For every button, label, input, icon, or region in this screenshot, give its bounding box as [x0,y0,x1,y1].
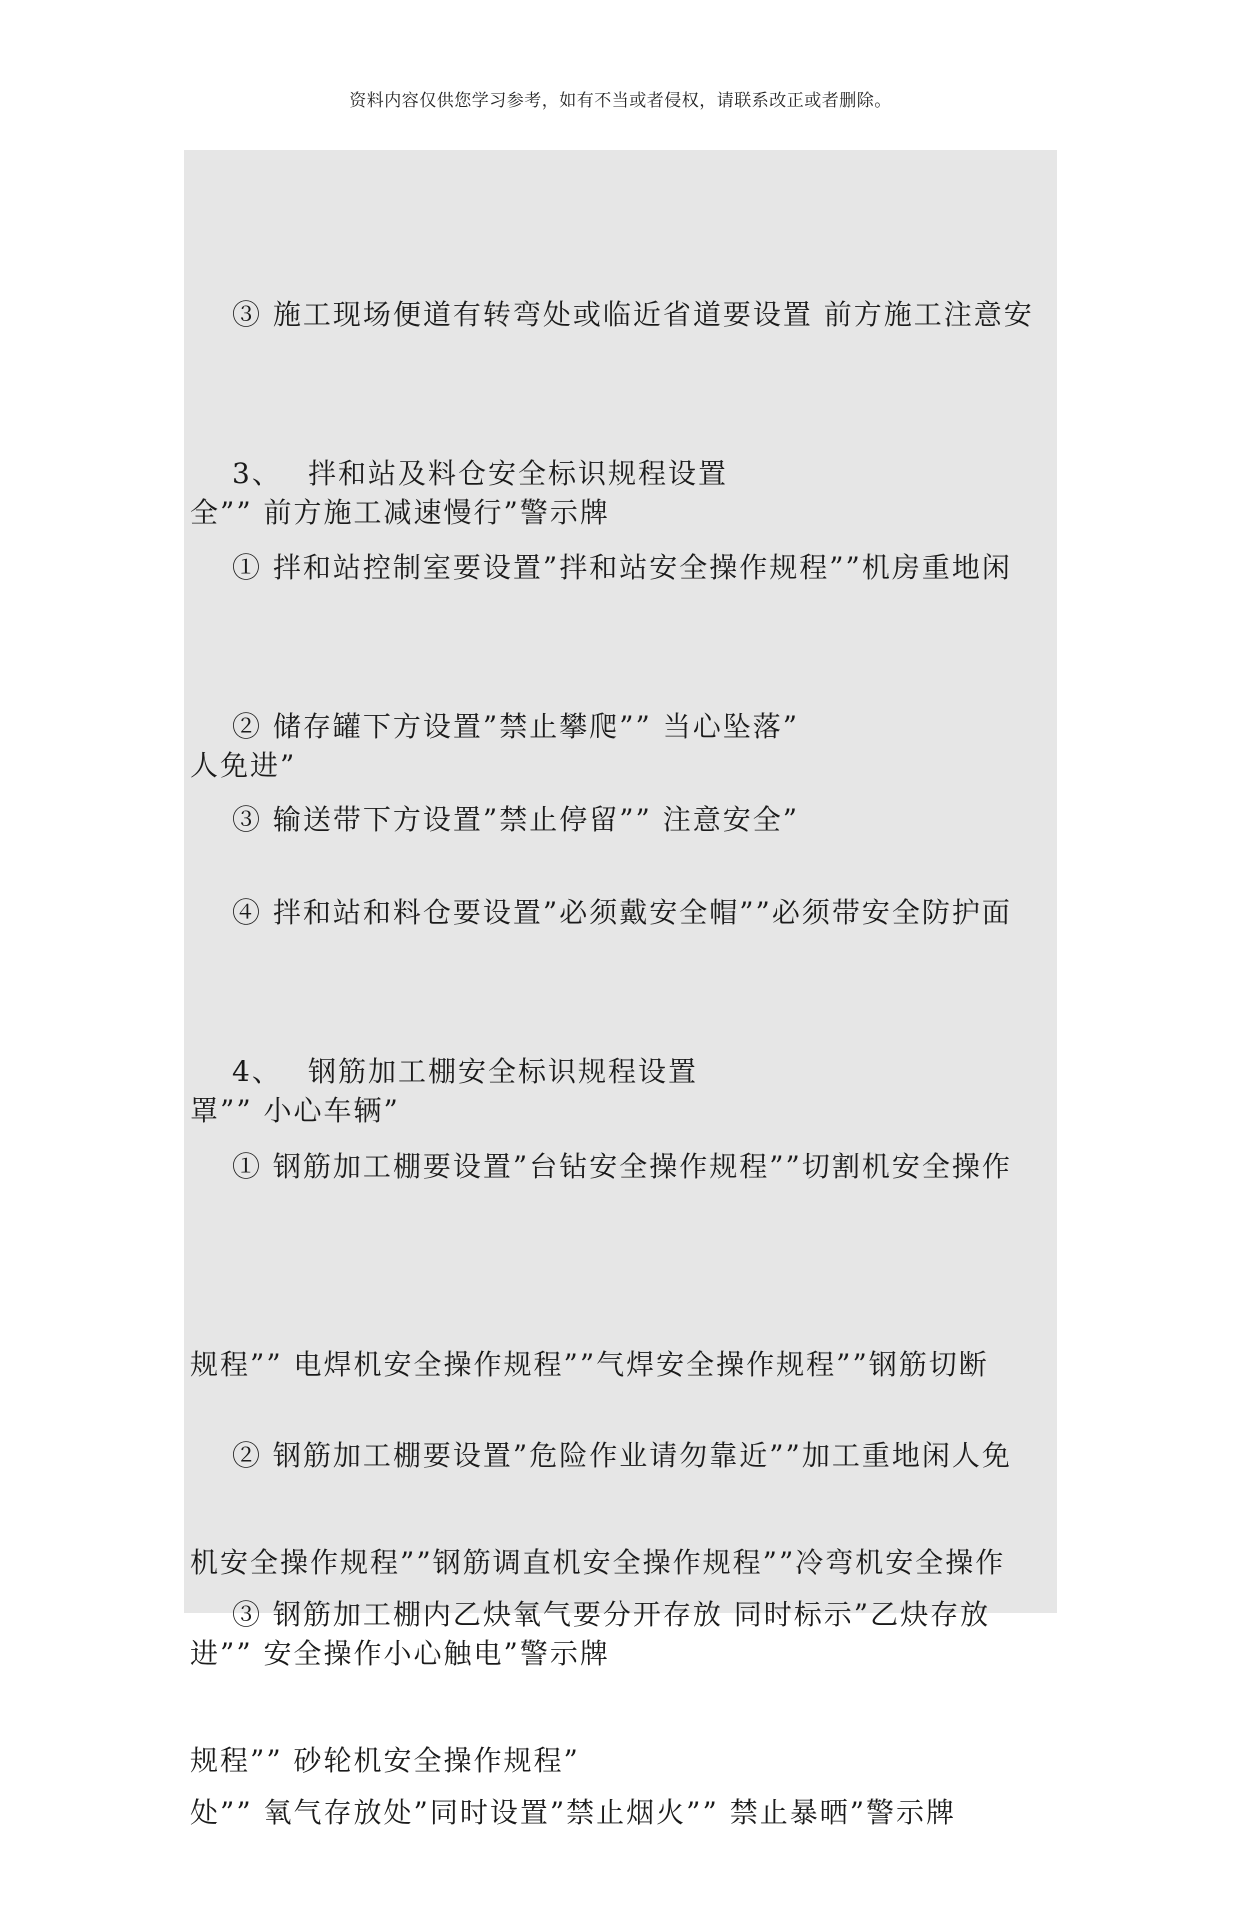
section-title: 拌和站及料仓安全标识规程设置 [308,457,729,490]
section-number: 3、 [232,457,282,490]
paragraph-text: 规程”” 砂轮机安全操作规程” [190,1744,580,1777]
paragraph-text: ① 拌和站控制室要设置”拌和站安全操作规程””机房重地闲 [232,551,1012,584]
paragraph-text: ② 储存罐下方设置”禁止攀爬”” 当心坠落” [232,710,800,743]
header-note: 资料内容仅供您学习参考，如有不当或者侵权，请联系改正或者删除。 [349,91,892,111]
paragraph-text: 罩”” 小心车辆” [190,1094,400,1127]
paragraph-text: 全”” 前方施工减速慢行”警示牌 [190,496,610,529]
paragraph-text: ② 钢筋加工棚要设置”危险作业请勿靠近””加工重地闲人免 [232,1439,1012,1472]
section-number: 4、 [232,1055,282,1088]
paragraph-text: ③ 输送带下方设置”禁止停留”” 注意安全” [232,803,800,836]
paragraph-text: 进”” 安全操作小心触电”警示牌 [190,1637,610,1670]
paragraph-text: ① 钢筋加工棚要设置”台钻安全操作规程””切割机安全操作 [232,1150,1012,1183]
paragraph-text: 人免进” [190,749,297,782]
paragraph-text: ③ 钢筋加工棚内乙炔氧气要分开存放 同时标示”乙炔存放 [232,1598,991,1631]
paragraph-text: 机安全操作规程””钢筋调直机安全操作规程””冷弯机安全操作 [190,1546,1006,1579]
section-title: 钢筋加工棚安全标识规程设置 [308,1055,699,1088]
paragraph-text: ④ 拌和站和料仓要设置”必须戴安全帽””必须带安全防护面 [232,896,1012,929]
paragraph-text: ③ 施工现场便道有转弯处或临近省道要设置 前方施工注意安 [232,298,1034,331]
paragraph-text: 规程”” 电焊机安全操作规程””气焊安全操作规程””钢筋切断 [190,1348,989,1381]
paragraph-text: 处”” 氧气存放处”同时设置”禁止烟火”” 禁止暴晒”警示牌 [190,1796,957,1829]
paragraph-10 [190,1450,1070,1912]
